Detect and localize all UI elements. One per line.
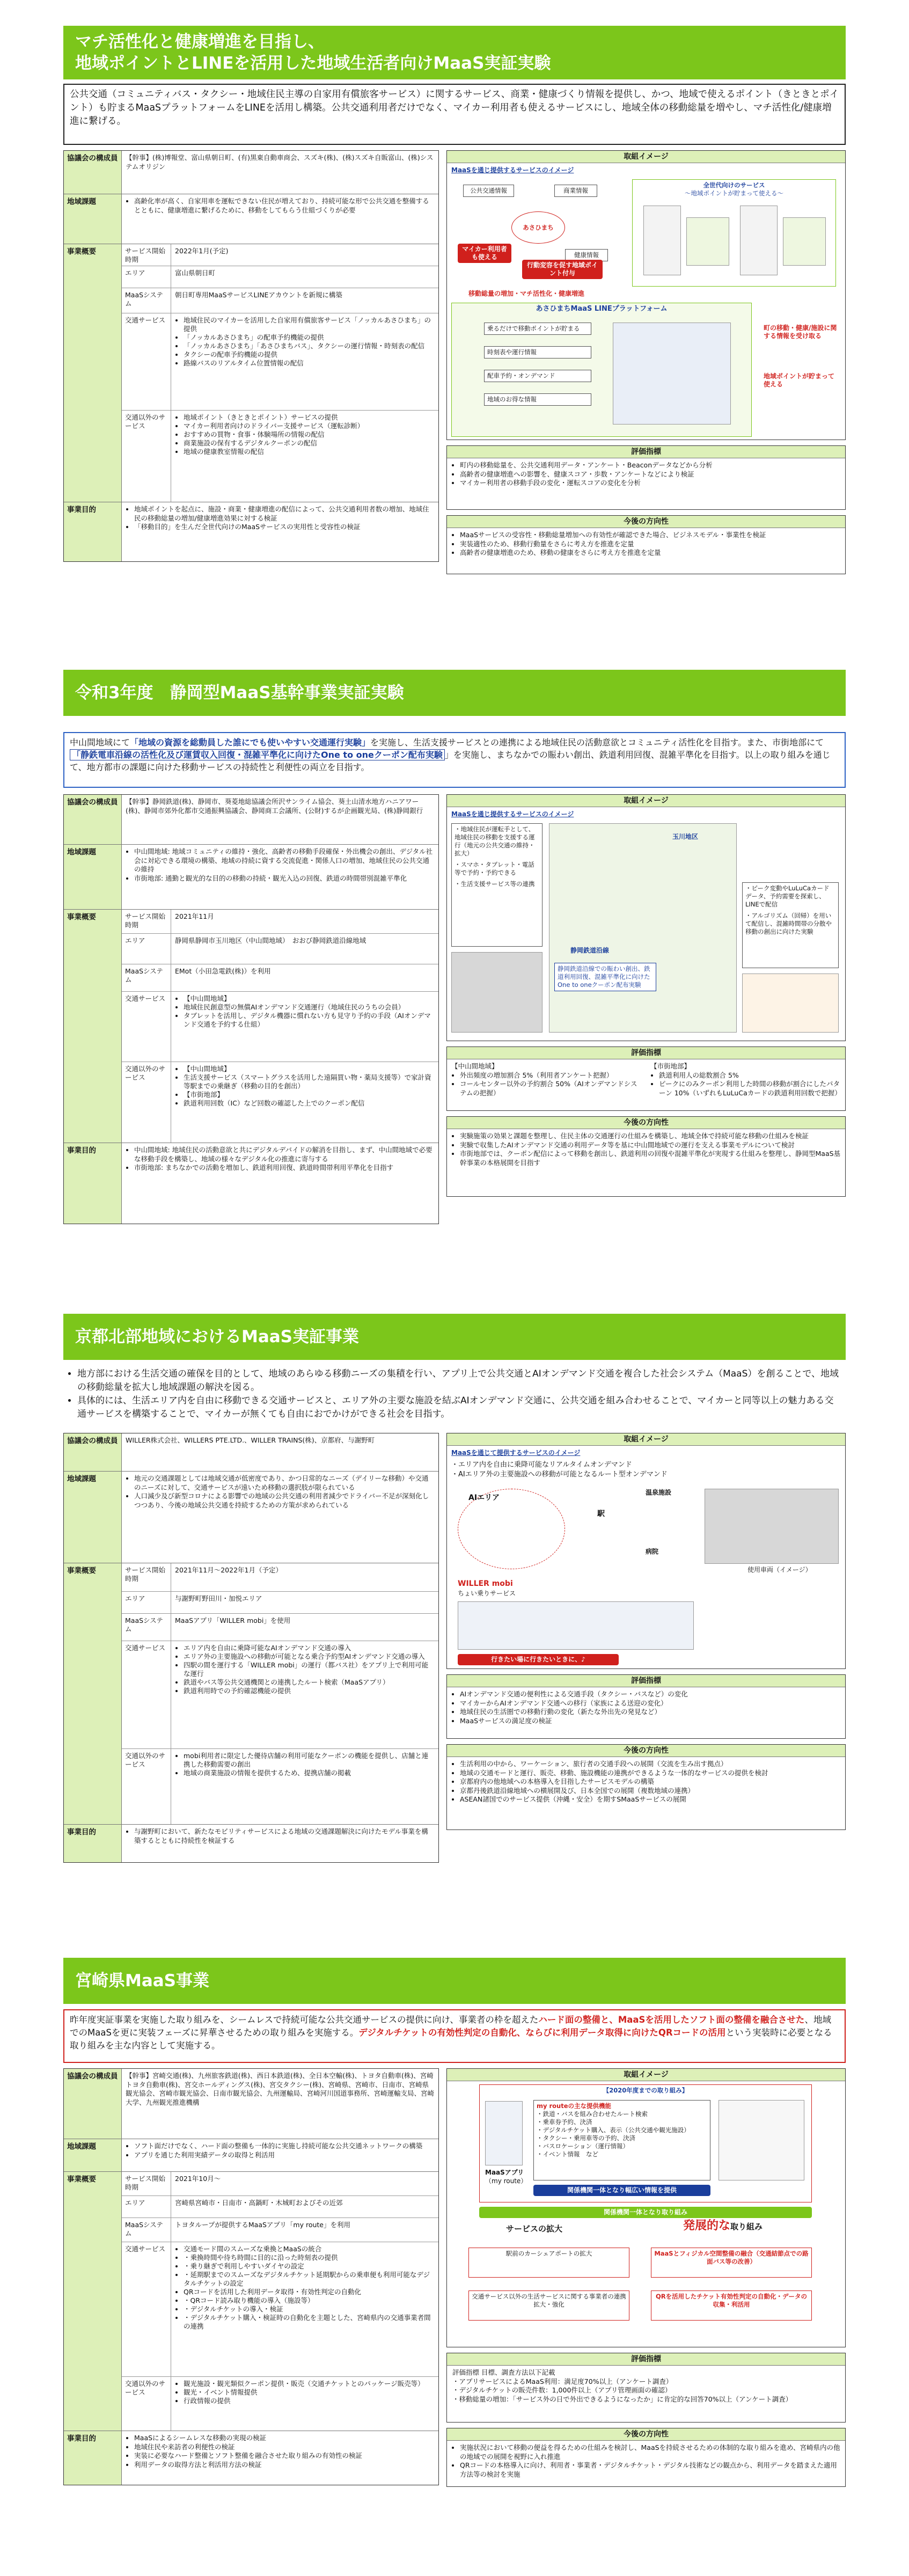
list-item: • 地方部における生活交通の確保を目的として、地域のあらゆる移動ニーズの集積を行い、アプリ上で公共交通とAIオンデマンド交通を複合した社会システム（MaaS）を創ることで、地域の移動総量を拡大し地域課題の解決を図る。 xyxy=(77,1367,840,1394)
list-item: • 地域の交通モードと運行、販売、移動、施設機能の連携ができるような一体的なサービスの提供を検討 xyxy=(460,1769,841,1778)
list-item: • 実装適性のため、移動行動量をさらに考え方を推進を定量 xyxy=(460,540,841,549)
list-item: • 地域住民のマイカーを活用した自家用有償旅客サービス「ノッカルあさひまち」の提供 xyxy=(184,316,435,333)
list-item: • 路線バスのリアルタイム位置情報の配信 xyxy=(184,359,435,368)
eval-list xyxy=(451,461,841,488)
vehicle-icons-left xyxy=(686,217,729,266)
list-item: • マイカーからAIオンデマンド交通への移行（家族による送迎の変化） xyxy=(460,1699,841,1708)
future-list xyxy=(451,2443,841,2479)
eval-right-title: 【市街地部】 xyxy=(650,1062,691,1070)
value-area: 与謝野町野田川・加悦エリア xyxy=(175,1594,262,1602)
value-start: 2021年11月 xyxy=(175,912,214,920)
illu-caption: MaaSを通じ提供するサービスのイメージ xyxy=(451,810,574,818)
row-issues xyxy=(64,2139,438,2172)
list-item: • ソフト面だけでなく、ハード面の整備も一体的に実施し持続可能な公共交通ネットワークの構築 xyxy=(134,2142,435,2151)
list-item: • 交通モード間のスムーズな乗換とMaaSの統合 xyxy=(184,2245,435,2253)
transport-list xyxy=(175,994,435,1029)
menu-3: 配車予約・オンデマンド xyxy=(484,370,591,382)
image-panel xyxy=(446,794,846,1041)
list-item: • タブレットを活用し、デジタル機器に慣れない方も見守り予約の手段（AIオンデマンド交通を予約する仕組） xyxy=(184,1012,435,1029)
label-overview: 事業概要 xyxy=(64,244,122,502)
project-kyoto xyxy=(63,1314,846,1893)
list-item: • アプリを通じた利用実績データの取得と利活用 xyxy=(134,2151,435,2160)
list-item: • 市街地部では、クーポン配信によって移動を創出し、鉄道利用の回復や混雑平準化が実現する仕組みを整理し、静岡型MaaS基幹事業の本格展開を目指す xyxy=(460,1150,841,1167)
banner: 行きたい場に行きたいときに、♪ xyxy=(458,1654,619,1665)
list-item: • エリア外の主要施設への移動が可能となる乗合予約型AIオンデマンド交通の導入 xyxy=(184,1652,435,1661)
list-item: • 地域ポイントを起点に、施設・商業・健康増進の配信によって、公共交通利用者数の増加、地域住民の移動総量の増加/健康増進効果に対する検証 xyxy=(134,505,435,523)
project-title xyxy=(63,1314,846,1360)
spot-onsen: 温泉施設 xyxy=(646,1489,672,1496)
list-item: • 【市街地部】 xyxy=(184,1091,435,1099)
list-item: • 地域住民の生活圏での移動行動の変化（新たな外出先の発見など） xyxy=(460,1708,841,1717)
label-issues: 地域課題 xyxy=(64,2139,122,2171)
image-panel xyxy=(446,2068,846,2347)
list-item: • 高齢化率が高く、自家用車を運転できない住民が増えており、持続可能な形で公共交通を整備するとともに、健康増進に繋げるために、移動をしてもらう仕組づくりが必要 xyxy=(134,197,435,215)
list-item: • 町内の移動総量を、公共交通利用データ・アンケート・Beaconデータなどから分析 xyxy=(460,461,841,470)
value-start: 2021年11月～2022年1月（予定） xyxy=(175,1566,282,1574)
label-overview: 事業概要 xyxy=(64,910,122,1143)
label-members: 協議会の構成員 xyxy=(64,1433,122,1471)
list-item: • AIオンデマンド交通の便利性による交通手段（タクシー・バスなど）の変化 xyxy=(460,1690,841,1699)
label-purpose: 事業目的 xyxy=(64,502,122,561)
phone-image-right xyxy=(740,206,778,275)
info-table xyxy=(63,150,439,562)
label-overview: 事業概要 xyxy=(64,2172,122,2431)
app-subtitle: （my route） xyxy=(485,2177,527,2185)
measure-1: 駅前のカーシェアポートの拡大 xyxy=(468,2248,629,2278)
issues-list xyxy=(126,2142,435,2160)
map-note: 静岡鉄道沿線での賑わい創出、鉄道利用回復、混雑平準化に向けたOne to oneクーポン配布実験 xyxy=(554,963,656,991)
app-screens xyxy=(458,1601,694,1650)
heading-eval: 評価指標 xyxy=(447,1047,845,1059)
issues-list xyxy=(126,1474,435,1510)
list-item: • 商業施設の保有するデジタルクーポンの配信 xyxy=(184,439,435,448)
value-members: 【幹事】静岡鉄道(株)、静岡市、葵菱地総協議会所沢サンライム協会、葵土山清水地方ハニアワー(株)、静岡市郊外化都市交通振興協議会、静岡商工会議所、(公財)するが企画観光局、(株)静岡銀行 xyxy=(126,797,423,815)
list-item: • 四駅の間を運行する「WILLER mobi」の運行（都バス社）をアプリ上で利用可能な運行 xyxy=(184,1661,435,1678)
eval-left-title: 【中山間地域】 xyxy=(451,1062,499,1070)
map-label-line: 静岡鉄道沿線 xyxy=(570,947,610,954)
row-members xyxy=(64,2069,438,2139)
title-text: 京都北部地域におけるMaaS実証事業 xyxy=(75,1327,360,1346)
list-item: • 利用データの取得方法と利活用方法の検証 xyxy=(134,2461,435,2470)
list-item: • 市街地部: 通勤と観光的な目的の移動の持続・観光入込の回復、鉄道の時間帯別混雑平準化 xyxy=(134,874,435,883)
issues-list xyxy=(126,197,435,215)
heading-image: 取組イメージ xyxy=(447,151,845,163)
list-item: • 地域の健康教室情報の配信 xyxy=(184,448,435,456)
service-illustration xyxy=(447,807,845,1041)
row-members xyxy=(64,795,438,845)
service-illustration xyxy=(447,163,845,440)
app-sub: ちょい乗りサービス xyxy=(458,1590,516,1597)
list-item: • 実装に必要なハード整備とソフト整備を融合させた取り組みの有効性の検証 xyxy=(134,2451,435,2461)
station-label: 駅 xyxy=(597,1510,605,1518)
future-panel xyxy=(446,1744,846,1830)
title-text: 令和3年度 静岡型MaaS基幹事業実証実験 xyxy=(75,683,404,702)
row-purpose xyxy=(64,502,438,561)
list-item: • タクシーの配車予約機能の提供 xyxy=(184,350,435,359)
heading-eval: 評価指標 xyxy=(447,1675,845,1687)
service-illustration xyxy=(447,1446,845,1669)
purpose-list xyxy=(126,505,435,532)
heading-image: 取組イメージ xyxy=(447,795,845,807)
list-item: • 生活支援サービス（スマートグラスを活用した遠隔買い物・薬局支援等）で家計資等駅までの乗継ぎ（移動の目的を創出） xyxy=(184,1073,435,1091)
label-area: エリア xyxy=(122,2196,171,2218)
label-purpose: 事業目的 xyxy=(64,1143,122,1224)
project-title xyxy=(63,26,846,79)
title-line-2: 地域ポイントとLINEを活用した地域生活者向けMaaS実証実験 xyxy=(75,54,551,73)
list-item: • ・デジタルチケット購入・検証時の自動化を主題とした、宮崎県内の交通事業者間の連携 xyxy=(184,2314,435,2331)
eval-panel xyxy=(446,1046,846,1111)
label-transport: 交通サービス xyxy=(122,2242,171,2376)
spot-hospital: 病院 xyxy=(646,1548,659,1555)
mycar-badge: マイカー利用者も使える xyxy=(458,244,511,263)
area-map xyxy=(549,823,737,1033)
label-purpose: 事業目的 xyxy=(64,1825,122,1862)
label-issues: 地域課題 xyxy=(64,194,122,244)
value-members: WILLER株式会社、WILLERS PTE.LTD.、WILLER TRAINS(株)、京都府、与謝野町 xyxy=(126,1436,375,1444)
info-commerce: 商業情報 xyxy=(554,185,597,197)
eval-left-list xyxy=(451,1071,642,1098)
illu-bottom-text: 移動総量の増加・マチ活性化・健康増進 xyxy=(468,290,585,297)
value-system: MaaSアプリ「WILLER mobi」を使用 xyxy=(175,1616,291,1624)
other-list xyxy=(175,413,435,456)
title-line-1: マチ活性化と健康増進を目指し、 xyxy=(75,32,325,52)
label-overview: 事業概要 xyxy=(64,1563,122,1824)
vehicle-caption: 使用車両（イメージ） xyxy=(747,1566,812,1574)
label-transport: 交通サービス xyxy=(122,1641,171,1748)
generation-title: 全世代向けのサービス xyxy=(703,181,765,189)
row-overview xyxy=(64,244,438,502)
list-item: • マイカー利用者向けのドライバー支援サービス（運転診断） xyxy=(184,422,435,430)
list-item: • 観光・イベント情報提供 xyxy=(184,2388,435,2397)
dev-label: 発展的な取り組み xyxy=(683,2219,763,2233)
phone-image-left xyxy=(643,206,681,275)
summary-highlight-2: 「静鉄電車沿線の活性化及び運賃収入回復・混雑平準化に向けたOne to oneクーポン配布実験 xyxy=(70,749,445,760)
row-issues xyxy=(64,845,438,910)
list-item: • 観光施設・観光類似クーポン提供・販売（交通チケットとのパッケージ販売等） xyxy=(184,2380,435,2388)
future-panel xyxy=(446,2428,846,2487)
list-item: ・移動総量の増加：「サービス外の日で外出できるようになったか」に肯定的な回答70%以上（アンケート調査） xyxy=(452,2395,793,2403)
list-item: • MaaSサービスの受容性・移動総量増加への有効性が確認できた場合、ビジネスモデル・事業性を検証 xyxy=(460,531,841,540)
app-name: WILLER mobi xyxy=(458,1579,513,1588)
list-item: • 「ノッカルあさひまち」の配車予約機能の提供 xyxy=(184,333,435,342)
other-list xyxy=(175,1065,435,1108)
future-list xyxy=(451,1132,841,1167)
value-area: 静岡県静岡市玉川地区（中山間地域） おおび静岡鉄道沿線地域 xyxy=(175,936,366,945)
label-system: MaaSシステム xyxy=(122,1614,171,1641)
generation-sub: ～地域ポイントが貯まって使える～ xyxy=(685,189,783,197)
past-efforts-box xyxy=(479,2084,812,2202)
row-overview xyxy=(64,2172,438,2431)
eval-panel xyxy=(446,1674,846,1739)
info-table xyxy=(63,1433,439,1863)
value-area: 宮崎県宮崎市・日南市・高鍋町・木城町およびその近郊 xyxy=(175,2199,343,2207)
list-item: • ピークにのみクーポン利用した時間の移動が割合にしたパターン 10%（いずれもLuLuCaカードの鉄道利用回数で把握） xyxy=(659,1080,841,1097)
coupon-box: ・ピーク変動やLuLuCaカードデータ、予約需要を探索し、LINEで配信 ・アルゴリズム（回帰）を用いて配信し、混雑時間帯の分散や移動の創出に向けた実験 xyxy=(742,882,839,968)
label-purpose: 事業目的 xyxy=(64,2431,122,2485)
eval-list xyxy=(451,2368,841,2404)
info-table xyxy=(63,2068,439,2485)
transport-list xyxy=(175,1644,435,1695)
list-item: • マイカー利用者の移動手段の変化・運転スコアの変化を分析 xyxy=(460,479,841,488)
vehicle-icons-right xyxy=(783,217,826,266)
list-item: • 人口減少及び新型コロナによる影響での地域の公共交通の利用者減少でドライバー不足が深刻化しつつあり、今後の地域公共交通を持続するための方策が求められている xyxy=(134,1492,435,1510)
list-item: • 実験施策の効果と課題を整理し、住民主体の交通運行の仕組みを構築し、地域全体で持続可能な移動の仕組みを検証 xyxy=(460,1132,841,1141)
purpose-list xyxy=(126,2434,435,2469)
heading-future: 今後の方向性 xyxy=(447,1745,845,1757)
platform-box xyxy=(451,303,752,437)
label-other: 交通以外のサービス xyxy=(122,1749,171,1824)
list-item: • 具体的には、生活エリア内を自由に移動できる交通サービスと、エリア外の主要な施設を結ぶAIオンデマンド交通に、公共交通を組み合わせることで、マイカーと同等以上の魅力ある交通サービスを構築することで、マイカーが無くても自由におでかけができる社会を目指す。 xyxy=(77,1394,840,1421)
issues-list xyxy=(126,847,435,883)
list-item: • 鉄道利用時での予約確認機能の提供 xyxy=(184,1687,435,1695)
illu-line-2: ・AIエリア外の主要施設への移動が可能となるルート型オンデマンド xyxy=(451,1470,668,1479)
heading-future: 今後の方向性 xyxy=(447,516,845,528)
row-purpose xyxy=(64,1825,438,1862)
illu-caption: MaaSを通じて提供するサービスのイメージ xyxy=(451,1449,581,1457)
value-system: 朝日町専用MaaSサービスLINEアカウントを新規に構築 xyxy=(175,291,342,299)
list-item: ・デジタルチケットの販売件数：1,000件以上（アプリ管理画面の確認） xyxy=(452,2386,672,2394)
list-item: • 実施状況において移動の便益を得るための仕組みを検討し、MaaSを持続させるための体制的な取り組みを進め、宮崎県内の他の地域での展開を視野に入れ推進 xyxy=(460,2443,841,2461)
project-summary: 昨年度実証事業を実施した取り組みを、シームレスで持続可能な公共交通サービスの提供に向け、事業者の枠を超えたハード面の整備と、MaaSを活用したソフト面の整備を融合させた、地域でのMaaSを更に実装フェーズに昇華させるための取り組みを実施する。デジタルチケットの有効性判定の自動化、ならびに利用データ取得に向けたQRコードの活用という実装時に必要となる取り組みを主な内容として実施する。 xyxy=(63,2009,846,2063)
features-box: my routeの主な提供機能 ・鉄道・バスを組み合わせたルート検索 ・乗車券予約、決済 ・デジタルチケット購入、表示（公共交通や観光施設） ・タクシー・乗用車等の予約、決済 ・バスロケーション（運行情報） ・イベント情報 など xyxy=(533,2100,710,2180)
label-issues: 地域課題 xyxy=(64,1472,122,1563)
row-issues xyxy=(64,194,438,244)
label-system: MaaSシステム xyxy=(122,288,171,313)
list-item: • 市街地部: まちなかでの活動を増加し、鉄道利用回復、鉄道時間帯利用平準化を目指す xyxy=(134,1163,435,1173)
other-list xyxy=(175,2380,435,2405)
list-item: • 鉄道利用回数（IC）など回数の確認した上でのクーポン配信 xyxy=(184,1099,435,1108)
app-screenshot xyxy=(613,323,731,425)
row-overview xyxy=(64,1563,438,1825)
label-area: エリア xyxy=(122,934,171,964)
list-item: • mobi利用者に限定した優待店舗の利用可能なクーポンの機能を提供し、店舗と連携した移動需要の創出 xyxy=(184,1752,435,1769)
label-start: サービス開始時期 xyxy=(122,2172,171,2196)
label-start: サービス開始時期 xyxy=(122,910,171,933)
transport-list xyxy=(175,2245,435,2331)
project-title xyxy=(63,1958,846,2004)
eval-right-list xyxy=(650,1071,841,1098)
list-item: • 生活利用の中から、ワーケーション、旅行者の交通手段への展開（交流を生み出す拠点） xyxy=(460,1760,841,1769)
label-other: 交通以外のサービス xyxy=(122,2377,171,2431)
image-panel xyxy=(446,1433,846,1669)
generation-box xyxy=(632,179,836,287)
other-list xyxy=(175,1752,435,1777)
list-item: • 地域住民や来訪者の利便性の検証 xyxy=(134,2443,435,2452)
future-panel xyxy=(446,1116,846,1197)
list-item: • ・延期駅までのスムーズなデジタルチケット延期駅からの乗車便も利用可能なデジタルチケットの設定 xyxy=(184,2271,435,2288)
heading-future: 今後の方向性 xyxy=(447,2428,845,2441)
list-item: • 地域ポイント（きときとポイント）サービスの提供 xyxy=(184,413,435,422)
heading-future: 今後の方向性 xyxy=(447,1117,845,1129)
project-miyazaki xyxy=(63,1958,846,2559)
label-start: サービス開始時期 xyxy=(122,244,171,266)
list-item: • 鉄道利用人の総数割合 5% xyxy=(659,1071,841,1080)
app-phone xyxy=(485,2101,523,2165)
row-overview xyxy=(64,910,438,1143)
summary-list xyxy=(69,1367,840,1421)
list-item: • 与謝野町において、新たなモビリティサービスによる地域の交通課題解決に向けたモデル事業を構築するとともに持続性を検証する xyxy=(134,1827,435,1845)
list-item: • 「ノッカルあさひまち」「あさひまちバス」、タクシーの運行情報・時刻表の配信 xyxy=(184,342,435,350)
point-badge: 行動変容を促す地域ポイント付与 xyxy=(522,260,603,279)
list-item: • エリア内を自由に乗降可能なAIオンデマンド交通の導入 xyxy=(184,1644,435,1652)
map-label-tamagawa: 玉川地区 xyxy=(672,833,699,840)
project-asahi xyxy=(63,26,846,589)
project-title xyxy=(63,670,846,716)
future-list xyxy=(451,531,841,558)
summary-highlight-1: ハード面の整備と、MaaSを活用したソフト面の整備を融合させた xyxy=(538,2015,805,2025)
measure-3: 交通サービス以外の生活サービスに関する事業者の連携拡大・強化 xyxy=(468,2290,629,2321)
label-transport: 交通サービス xyxy=(122,992,171,1062)
list-item: • ・デジタルチケットの導入・検証 xyxy=(184,2305,435,2314)
list-item: • 京都府内の他地域への本格導入を目指したサービスモデルの構築 xyxy=(460,1777,841,1787)
list-item: • 行政情報の提供 xyxy=(184,2397,435,2405)
eval-list xyxy=(451,1690,841,1725)
label-other: 交通以外のサービス xyxy=(122,411,171,502)
info-transit: 公共交通情報 xyxy=(463,185,514,197)
list-item: • ASEAN諸国でのサービス提供（沖縄・安全）を期すSMaaSサービスの展開 xyxy=(460,1795,841,1804)
list-item: • 「移動目的」を生んだ全世代向けのMaaSサービスの実用性と受容性の検証 xyxy=(134,523,435,532)
measure-4: QRを活用したチケット有効性判定の自動化・データの収集・利活用 xyxy=(651,2290,812,2321)
future-list xyxy=(451,1760,841,1804)
list-item: • 高齢者の健康増進への影響を、健康スコア・歩数・アンケートなどにより検証 xyxy=(460,470,841,479)
title-text: 宮崎県MaaS事業 xyxy=(75,1971,210,1990)
expand-label: サービスの拡大 xyxy=(506,2224,563,2234)
value-system: EMot（小田急電鉄(株)）を利用 xyxy=(175,967,271,975)
measure-2: MaaSとフィジカル空間整備の融合（交通結節点での路面バス等の改善） xyxy=(651,2248,812,2278)
row-issues xyxy=(64,1472,438,1563)
list-item: • 中山間地域: 地域コミュニティの維持・強化、高齢者の移動手段確保・外出機会の創出、デジタル社会に対応できる環境の構築、地域の持続に資する交流促進・関係人口の増加、地域住民の公共交通の維持 xyxy=(134,847,435,874)
row-purpose xyxy=(64,2431,438,2485)
vehicle-photo xyxy=(451,952,543,1033)
label-other: 交通以外のサービス xyxy=(122,1062,171,1143)
info-table xyxy=(63,794,439,1224)
past-efforts-title: 【2020年度までの取り組み】 xyxy=(603,2087,688,2094)
list-item: • 【中山間地域】 xyxy=(184,1065,435,1073)
illu-line-1: ・エリア内を自由に乗降可能なリアルタイムオンデマンド xyxy=(451,1461,632,1469)
label-area: エリア xyxy=(122,266,171,288)
value-start: 2022年1月(予定) xyxy=(175,247,229,255)
summary-highlight-1: 「地域の資源を総動員した誰にでも使いやすい交通運行実験」 xyxy=(130,737,371,748)
summary-highlight-2: デジタルチケットの有効性判定の自動化、ならびに利用データ取得に向けたQRコードの活用 xyxy=(358,2028,726,2038)
benefit-2: 地域ポイントが貯まって使える xyxy=(764,372,835,388)
feature-box: ・地域住民が運転手として、地域住民の移動を支援する運行（地元の公共交通の維持・拡大） ・スマホ・タブレット・電話等で予約・予約できる ・生活支援サービス等の連携 xyxy=(451,823,543,947)
heading-image: 取組イメージ xyxy=(447,1433,845,1446)
list-item: • 地域の商業施設の情報を提供するため、提携店舗の掲載 xyxy=(184,1769,435,1777)
label-area: エリア xyxy=(122,1592,171,1613)
list-item: • 地域住民創意型の無償AIオンデマンド交通運行（地域住民のうちの会員） xyxy=(184,1003,435,1012)
transport-list xyxy=(175,316,435,368)
eval-panel xyxy=(446,445,846,510)
purpose-list xyxy=(126,1827,435,1845)
list-item: • 実験で収集したAIオンデマンド交通の利用データ等を基に中山間地域での運行を支える事業モデルについて検討 xyxy=(460,1141,841,1150)
row-members xyxy=(64,151,438,194)
heading-eval: 評価指標 xyxy=(447,446,845,458)
hub-circle: あさひまち xyxy=(511,211,565,244)
list-item: • ・乗換時間や待ち時間に目的に沿った時刻表の提供 xyxy=(184,2253,435,2262)
image-panel xyxy=(446,150,846,440)
list-item: 評価指標 目標、調査方法以下記載 xyxy=(452,2368,555,2376)
value-members: 【幹事】(株)博報堂、富山県朝日町、(有)黒東自動車商会、スズキ(株)、(株)スズキ自販富山、(株)システムオリジン xyxy=(126,153,434,171)
project-summary: 中山間地域にて「地域の資源を総動員した誰にでも使いやすい交通運行実験」を実施し、生活支援サービスとの連携による地域住民の活動意欲とコミュニティ活性化を目指す。また、市街地部にて「静鉄電車沿線の活性化及び運賃収入回復・混雑平準化に向けたOne to oneクーポン配布実験 」を実施し、まちなかでの賑わい創出、鉄道利用回復、混雑平準化を目指す。以上の取り組みを通じて、地方都市の課題に向けた移動サービスの持続性と利便性の両立を目指す。 xyxy=(63,732,846,788)
list-item: • おすすめの買物・食事・体験場所の情報の配信 xyxy=(184,430,435,439)
label-members: 協議会の構成員 xyxy=(64,2069,122,2139)
list-item: • 地元の交通課題としては地域交通が低密度であり、かつ日常的なニーズ（デイリーな移動）や交通のニーズに対して、交通サービスが遠いため移動の選択肢が限られている xyxy=(134,1474,435,1492)
ai-area-label: AIエリア xyxy=(468,1494,500,1502)
partner-logos xyxy=(719,2100,804,2180)
list-item: • 京都丹後鉄道沿線地域への横展開及び、日本全国での展開（複数地域の連携） xyxy=(460,1787,841,1796)
value-members: 【幹事】宮崎交通(株)、九州旅客鉄道(株)、西日本鉄道(株)、全日本空輸(株)、トヨタ自動車(株)、宮崎トヨタ自動車(株)、宮交ホールディングス(株)、宮交タクシー(株)、宮崎県、宮崎市、日南市、宮崎県観光協会、宮崎市観光協会、日南市観光協会、九州運輸局、宮崎河川国道事務所、宮崎運輸支局、宮崎大学、九州観光推進機構 xyxy=(126,2072,435,2106)
menu-2: 時刻表や運行情報 xyxy=(484,346,591,358)
list-item: • QRコードを活用した利用データ取得・有効性判定の自動化 xyxy=(184,2288,435,2296)
heading-eval: 評価指標 xyxy=(447,2353,845,2366)
list-item: • ・QRコード読み取り機能の導入（施設等） xyxy=(184,2296,435,2305)
label-issues: 地域課題 xyxy=(64,845,122,909)
link-banner: 関係機関一体となり幅広い情報を提供 xyxy=(533,2185,710,2196)
label-system: MaaSシステム xyxy=(122,2218,171,2242)
heading-image: 取組イメージ xyxy=(447,2069,845,2081)
value-start: 2021年10月～ xyxy=(175,2175,221,2183)
menu-4: 地域のお得な情報 xyxy=(484,393,591,406)
project-summary xyxy=(63,1364,846,1428)
value-system: トヨタループが提供するMaaSアプリ「my route」を利用 xyxy=(175,2221,350,2229)
project-shizuoka xyxy=(63,670,846,1276)
row-purpose xyxy=(64,1143,438,1224)
purpose-list xyxy=(126,1146,435,1173)
list-item: • 【中山間地域】 xyxy=(184,994,435,1003)
platform-title: あさひまちMaaS LINEプラットフォーム xyxy=(536,305,668,313)
info-health: 健康情報 xyxy=(565,249,608,261)
label-members: 協議会の構成員 xyxy=(64,795,122,844)
list-item: • 鉄道やバス等公共交通機関との連携したルート検索（MaaSアプリ） xyxy=(184,1678,435,1687)
list-item: • MaaSによるシームレスな移動の実現の検証 xyxy=(134,2434,435,2443)
future-panel xyxy=(446,515,846,574)
list-item: • ・乗り継ぎで利用しやすいダイヤの設定 xyxy=(184,2262,435,2271)
list-item: • MaaSサービスの満足度の検証 xyxy=(460,1717,841,1726)
list-item: • 中山間地域: 地域住民の活動意欲と共にデジタルデバイドの解消を目指し、まず、中山間地域で必要な移動手段を構築し、地域の様々なデジタル化の推進に寄与する xyxy=(134,1146,435,1163)
app-title: MaaSアプリ xyxy=(485,2169,524,2176)
label-system: MaaSシステム xyxy=(122,964,171,991)
label-transport: 交通サービス xyxy=(122,313,171,410)
list-item: • QRコードの本格導入に向け、利用者・事業者・デジタルチケット・デジタル技術などの観点から、利用データを踏まえた適用方法等の検討を実施 xyxy=(460,2461,841,2479)
menu-1: 乗るだけで移動ポイントが貯まる xyxy=(484,323,591,335)
illu-caption: MaaSを通じ提供するサービスのイメージ xyxy=(451,166,574,174)
vehicle-photo xyxy=(705,1489,839,1564)
joint-bar: 関係機関一体となり取り組み xyxy=(479,2207,812,2218)
summary-text: 公共交通（コミュニティバス・タクシー・地域住民主導の自家用有償旅客サービス）に関するサービス、商業・健康づくり情報を提供し、かつ、地域で使えるポイント（きときとポイント）も貯まるMaaSプラットフォームをLINEを活用し構築。公共交通利用者だけでなく、マイカー利用者も使えるサービスにし、地域全体の移動総量を増やし、マチ活性化/健康増進に繋げる。 xyxy=(70,89,839,127)
list-item: ・アプリサービスによるMaaS利用：満足度70%以上（アンケート調査） xyxy=(452,2377,673,2385)
label-members: 協議会の構成員 xyxy=(64,151,122,194)
coupon-illustration xyxy=(742,974,839,1033)
list-item: • コールセンター以外の予約割合 50%（AIオンデマンドシステムの把握） xyxy=(460,1080,642,1097)
eval-panel xyxy=(446,2353,846,2423)
row-members xyxy=(64,1433,438,1472)
value-area: 富山県朝日町 xyxy=(175,269,216,277)
service-illustration xyxy=(447,2081,845,2347)
benefit-1: 町の移動・健康/施設に関する情報を受け取る xyxy=(764,324,837,340)
project-summary xyxy=(63,84,846,145)
list-item: • 外出頻度の増加割合 5%（利用者アンケート把握） xyxy=(460,1071,642,1080)
label-start: サービス開始時期 xyxy=(122,1563,171,1591)
list-item: • 高齢者の健康増進のため、移動の健康をさらに考え方を推進を定量 xyxy=(460,548,841,558)
